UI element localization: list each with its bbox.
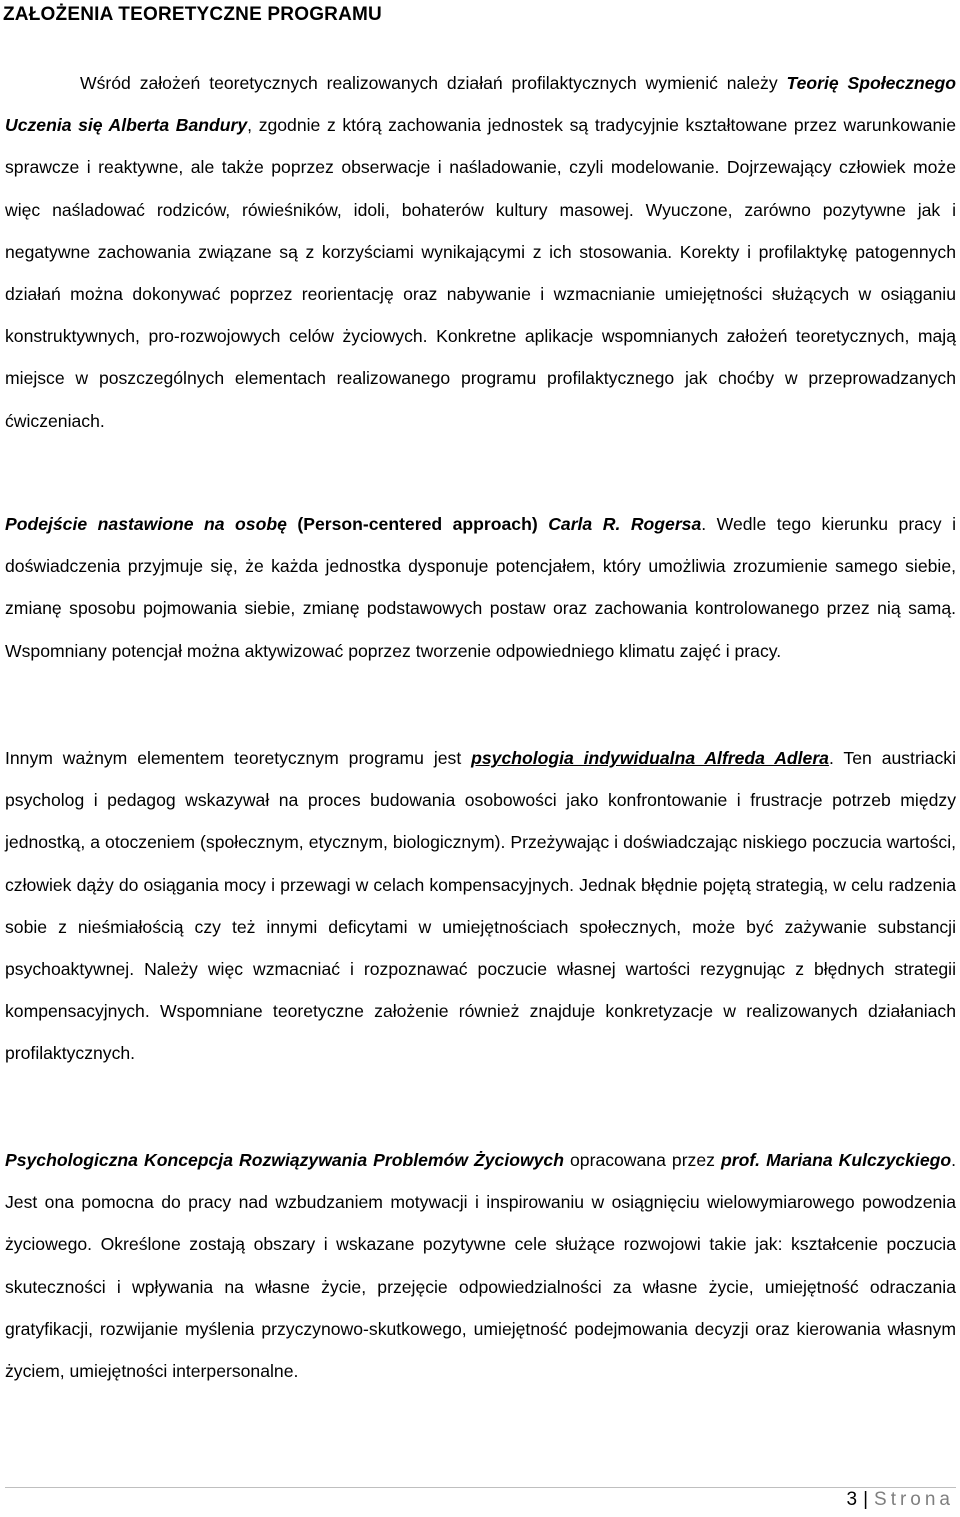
page-footer	[847, 1489, 955, 1511]
theory-name-rogers: Podejście nastawione na osobę	[5, 514, 287, 534]
paragraph-bandura	[5, 62, 956, 442]
footer-separator: |	[863, 1489, 869, 1510]
paragraph-text: Wśród założeń teoretycznych realizowanych działań profilaktycznych wymienić należy	[80, 73, 787, 93]
paragraph-text: . Jest ona pomocna do pracy nad wzbudzaniem motywacji i inspirowaniu w osiągnięciu wielowymiarowego powodzenia życiowego. Określone zostają obszary i wskazane pozytywne cele służące rozwojowi takie jak: kształcenie poczucia skuteczności i wpływania na własne życie, przejęcie odpowiedzialności za własne życie, umiejętność odraczania gratyfikacji, rozwijanie myślenia przyczynowo-skutkowego, umiejętność podejmowania decyzji oraz kierowania własnym życiem, umiejętności interpersonalne.	[5, 1150, 956, 1382]
paragraph-text: opracowana przez	[563, 1150, 721, 1170]
paragraph-kulczycki	[5, 1139, 956, 1392]
author-name-rogers: Carla R. Rogersa	[548, 514, 702, 534]
paragraph-adler	[5, 737, 956, 1075]
theory-name-adler: psychologia indywidualna Alfreda Adlera	[471, 748, 829, 768]
paragraph-text: . Ten austriacki psycholog i pedagog wskazywał na proces budowania osobowości jako konfrontowanie i frustracje potrzeb między jednostką, a otoczeniem (społecznym, etycznym, biologicznym). Przeżywając i doświadczając niskiego poczucia wartości, człowiek dąży do osiągania mocy i przewagi w celach kompensacyjnych. Jednak błędnie pojętą strategią, w celu radzenia sobie z nieśmiałością czy też innymi deficytami w umiejętnościach społecznych, może być zażywanie substancji psychoaktywnej. Należy więc wzmacniać i rozpoznawać poczucie własnej wartości rezygnując z błędnych strategii kompensacyjnych. Wspomniane teoretyczne założenie również znajduje konkretyzacje w realizowanych działaniach profilaktycznych.	[5, 748, 956, 1064]
theory-name-kulczycki: Psychologiczna Koncepcja Rozwiązywania Problemów Życiowych	[5, 1150, 564, 1170]
theory-name-bandura: Teorię Społecznego Uczenia się Alberta Bandury	[5, 73, 956, 136]
footer-divider	[5, 1487, 956, 1488]
author-name-kulczycki: prof. Mariana Kulczyckiego	[720, 1150, 952, 1170]
page-number: 3	[846, 1489, 858, 1510]
page-title: ZAŁOŻENIA TEORETYCZNE PROGRAMU	[3, 4, 382, 25]
page-label: Strona	[874, 1489, 954, 1510]
theory-name-rogers-english: (Person-centered approach)	[286, 514, 549, 534]
paragraph-rogers	[5, 503, 956, 672]
paragraph-text: Innym ważnym elementem teoretycznym programu jest	[5, 748, 472, 768]
paragraph-text: . Wedle tego kierunku pracy i doświadczenia przyjmuje się, że każda jednostka dysponuje potencjałem, który umożliwia zrozumienie samego siebie, zmianę sposobu pojmowania siebie, zmianę podstawowych postaw oraz zachowania kontrolowanego przez nią samą. Wspomniany potencjał można aktywizować poprzez tworzenie odpowiedniego klimatu zajęć i pracy.	[5, 514, 956, 661]
paragraph-text: , zgodnie z którą zachowania jednostek są tradycyjnie kształtowane przez warunkowanie sprawcze i reaktywne, ale także poprzez obserwacje i naśladowanie, czyli modelowanie. Dojrzewający człowiek może więc naśladować rodziców, rówieśników, idoli, bohaterów kultury masowej. Wyuczone, zarówno pozytywne jak i negatywne zachowania związane są z korzyściami wynikającymi z ich stosowania. Korekty i profilaktykę patogennych działań można dokonywać poprzez reorientację oraz nabywanie i wzmacnianie umiejętności służących w osiąganiu konstruktywnych, pro-rozwojowych celów życiowych. Konkretne aplikacje wspomnianych założeń teoretycznych, mają miejsce w poszczególnych elementach realizowanego programu profilaktycznego jak choćby w przeprowadzanych ćwiczeniach.	[5, 115, 956, 431]
